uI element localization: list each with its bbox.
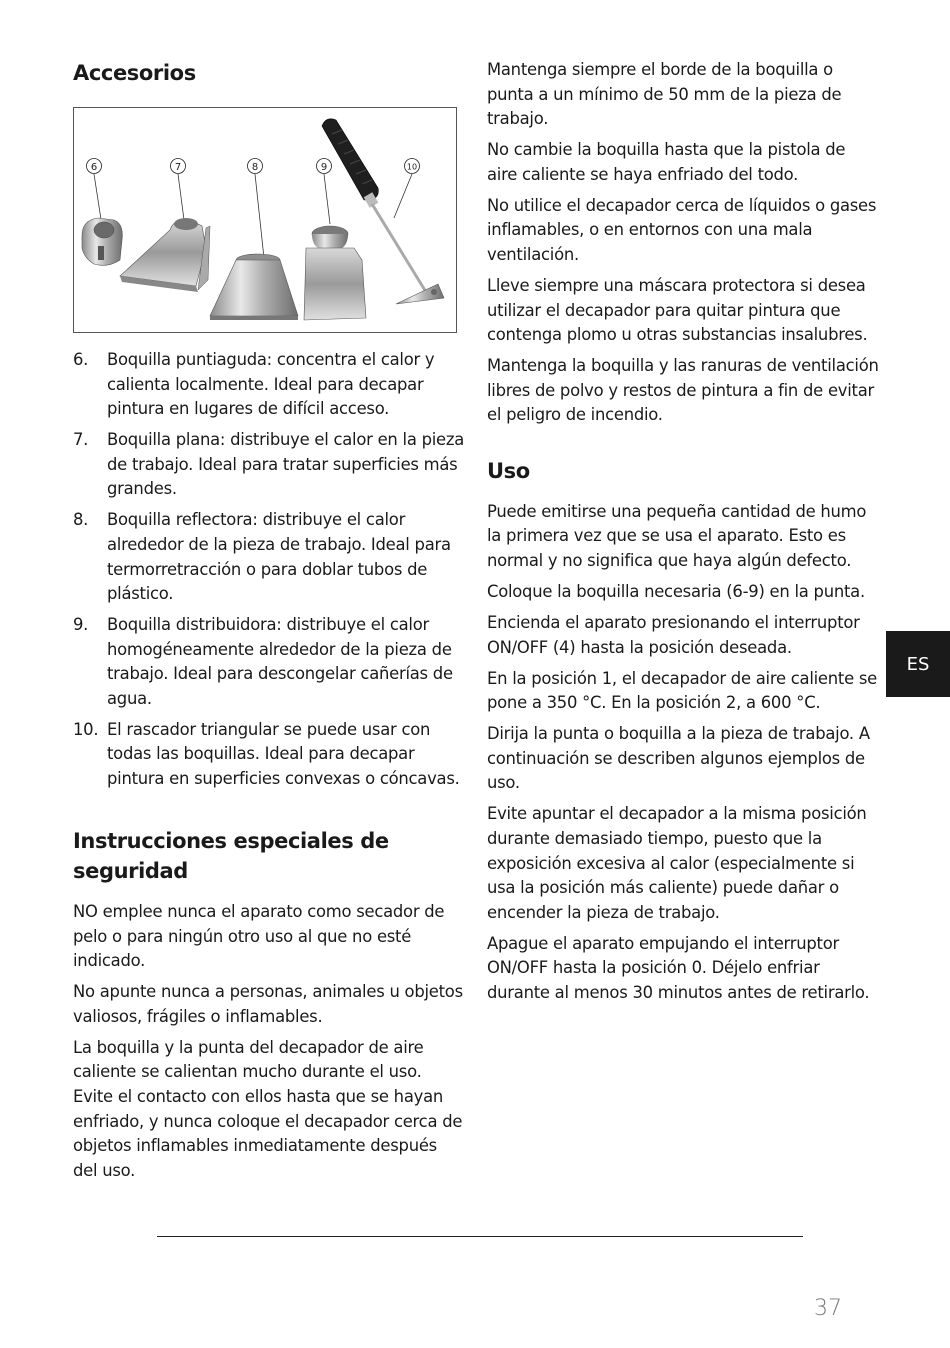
accessories-illustration bbox=[74, 108, 458, 334]
safety-paragraph: No apunte nunca a personas, animales u objetos valiosos, frágiles o inflamables. bbox=[73, 982, 463, 1026]
uso-paragraph: Apague el aparato empujando el interruptor ON/OFF hasta la posición 0. Déjelo enfriar durante al menos 30 minutos antes de retirarlo. bbox=[487, 933, 870, 1002]
safety-paragraph: No utilice el decapador cerca de líquidos o gases inflamables, o en entornos con una mala ventilación. bbox=[487, 195, 877, 264]
accessories-list bbox=[73, 348, 465, 792]
right-column bbox=[487, 58, 879, 1012]
uso-paragraph: Evite apuntar el decapador a la misma posición durante demasiado tiempo, puesto que la exposición excesiva al calor (especialmente si usa la posición más caliente) puede dañar o encender la pieza de trabajo. bbox=[487, 804, 867, 922]
list-item: 10. El rascador triangular se puede usar con todas las boquillas. Ideal para decapar pintura en superficies convexas o cóncavas. bbox=[73, 719, 460, 789]
list-item: 7. Boquilla plana: distribuye el calor en la pieza de trabajo. Ideal para tratar superficies más grandes. bbox=[73, 430, 465, 499]
uso-paragraph: Coloque la boquilla necesaria (6-9) en la punta. bbox=[487, 582, 865, 602]
uso-paragraph: Encienda el aparato presionando el interruptor ON/OFF (4) hasta la posición deseada. bbox=[487, 613, 860, 657]
svg-text:10: 10 bbox=[406, 162, 418, 172]
list-item: 6. Boquilla puntiaguda: concentra el calor y calienta localmente. Ideal para decapar pintura en lugares de difícil acceso. bbox=[73, 350, 435, 419]
language-tab: ES bbox=[886, 631, 950, 697]
svg-text:8: 8 bbox=[251, 162, 259, 173]
safety-paragraph: Lleve siempre una máscara protectora si desea utilizar el decapador para quitar pintura que contenga plomo u otras substancias insalubres. bbox=[487, 275, 868, 345]
nozzle-9-icon bbox=[304, 226, 366, 320]
left-column bbox=[73, 58, 465, 1190]
label-7 bbox=[171, 159, 186, 174]
svg-text:9: 9 bbox=[320, 162, 328, 173]
svg-text:6: 6 bbox=[90, 162, 98, 173]
safety-paragraph: Mantenga siempre el borde de la boquilla o punta a un mínimo de 50 mm de la pieza de trabajo. bbox=[487, 60, 842, 129]
list-item: 8. Boquilla reflectora: distribuye el calor alrededor de la pieza de trabajo. Ideal para termorretracción o para doblar tubos de plástico. bbox=[73, 510, 451, 604]
page-number: 37 bbox=[814, 1296, 842, 1321]
label-9 bbox=[317, 159, 332, 174]
safety-paragraph: La boquilla y la punta del decapador de aire caliente se calientan mucho durante el uso. Evite el contacto con ellos hasta que se hayan enfriado, y nunca coloque el decapador cerca de objetos inflamables inmediatamente después del uso. bbox=[73, 1037, 463, 1180]
safety-title: Instrucciones especiales de seguridad bbox=[73, 829, 389, 884]
safety-paragraph: No cambie la boquilla hasta que la pistola de aire caliente se haya enfriado del todo. bbox=[487, 140, 846, 184]
nozzle-6-icon bbox=[82, 218, 122, 265]
uso-paragraph: Dirija la punta o boquilla a la pieza de trabajo. A continuación se describen algunos ejemplos de uso. bbox=[487, 724, 870, 793]
label-6 bbox=[87, 159, 102, 174]
uso-title: Uso bbox=[487, 458, 530, 483]
safety-paragraph: Mantenga la boquilla y las ranuras de ventilación libres de polvo y restos de pintura a fin de evitar el peligro de incendio. bbox=[487, 356, 879, 425]
uso-paragraph: En la posición 1, el decapador de aire caliente se pone a 350 °C. En la posición 2, a 600 °C. bbox=[487, 668, 877, 713]
safety-paragraph: NO emplee nunca el aparato como secador de pelo o para ningún otro uso al que no esté indicado. bbox=[73, 902, 445, 971]
accessories-title: Accesorios bbox=[73, 61, 196, 85]
list-item: 9. Boquilla distribuidora: distribuye el calor homogéneamente alrededor de la pieza de trabajo. Ideal para descongelar cañerías de agua. bbox=[73, 615, 453, 708]
nozzle-8-icon bbox=[210, 254, 298, 320]
nozzle-7-icon bbox=[120, 218, 210, 292]
svg-text:7: 7 bbox=[174, 162, 182, 173]
accessories-figure bbox=[73, 107, 457, 333]
label-10 bbox=[405, 159, 420, 174]
uso-paragraph: Puede emitirse una pequeña cantidad de humo la primera vez que se usa el aparato. Esto es normal y no significa que haya algún defecto. bbox=[487, 501, 867, 571]
footer-divider bbox=[157, 1236, 803, 1237]
label-8 bbox=[248, 159, 263, 174]
